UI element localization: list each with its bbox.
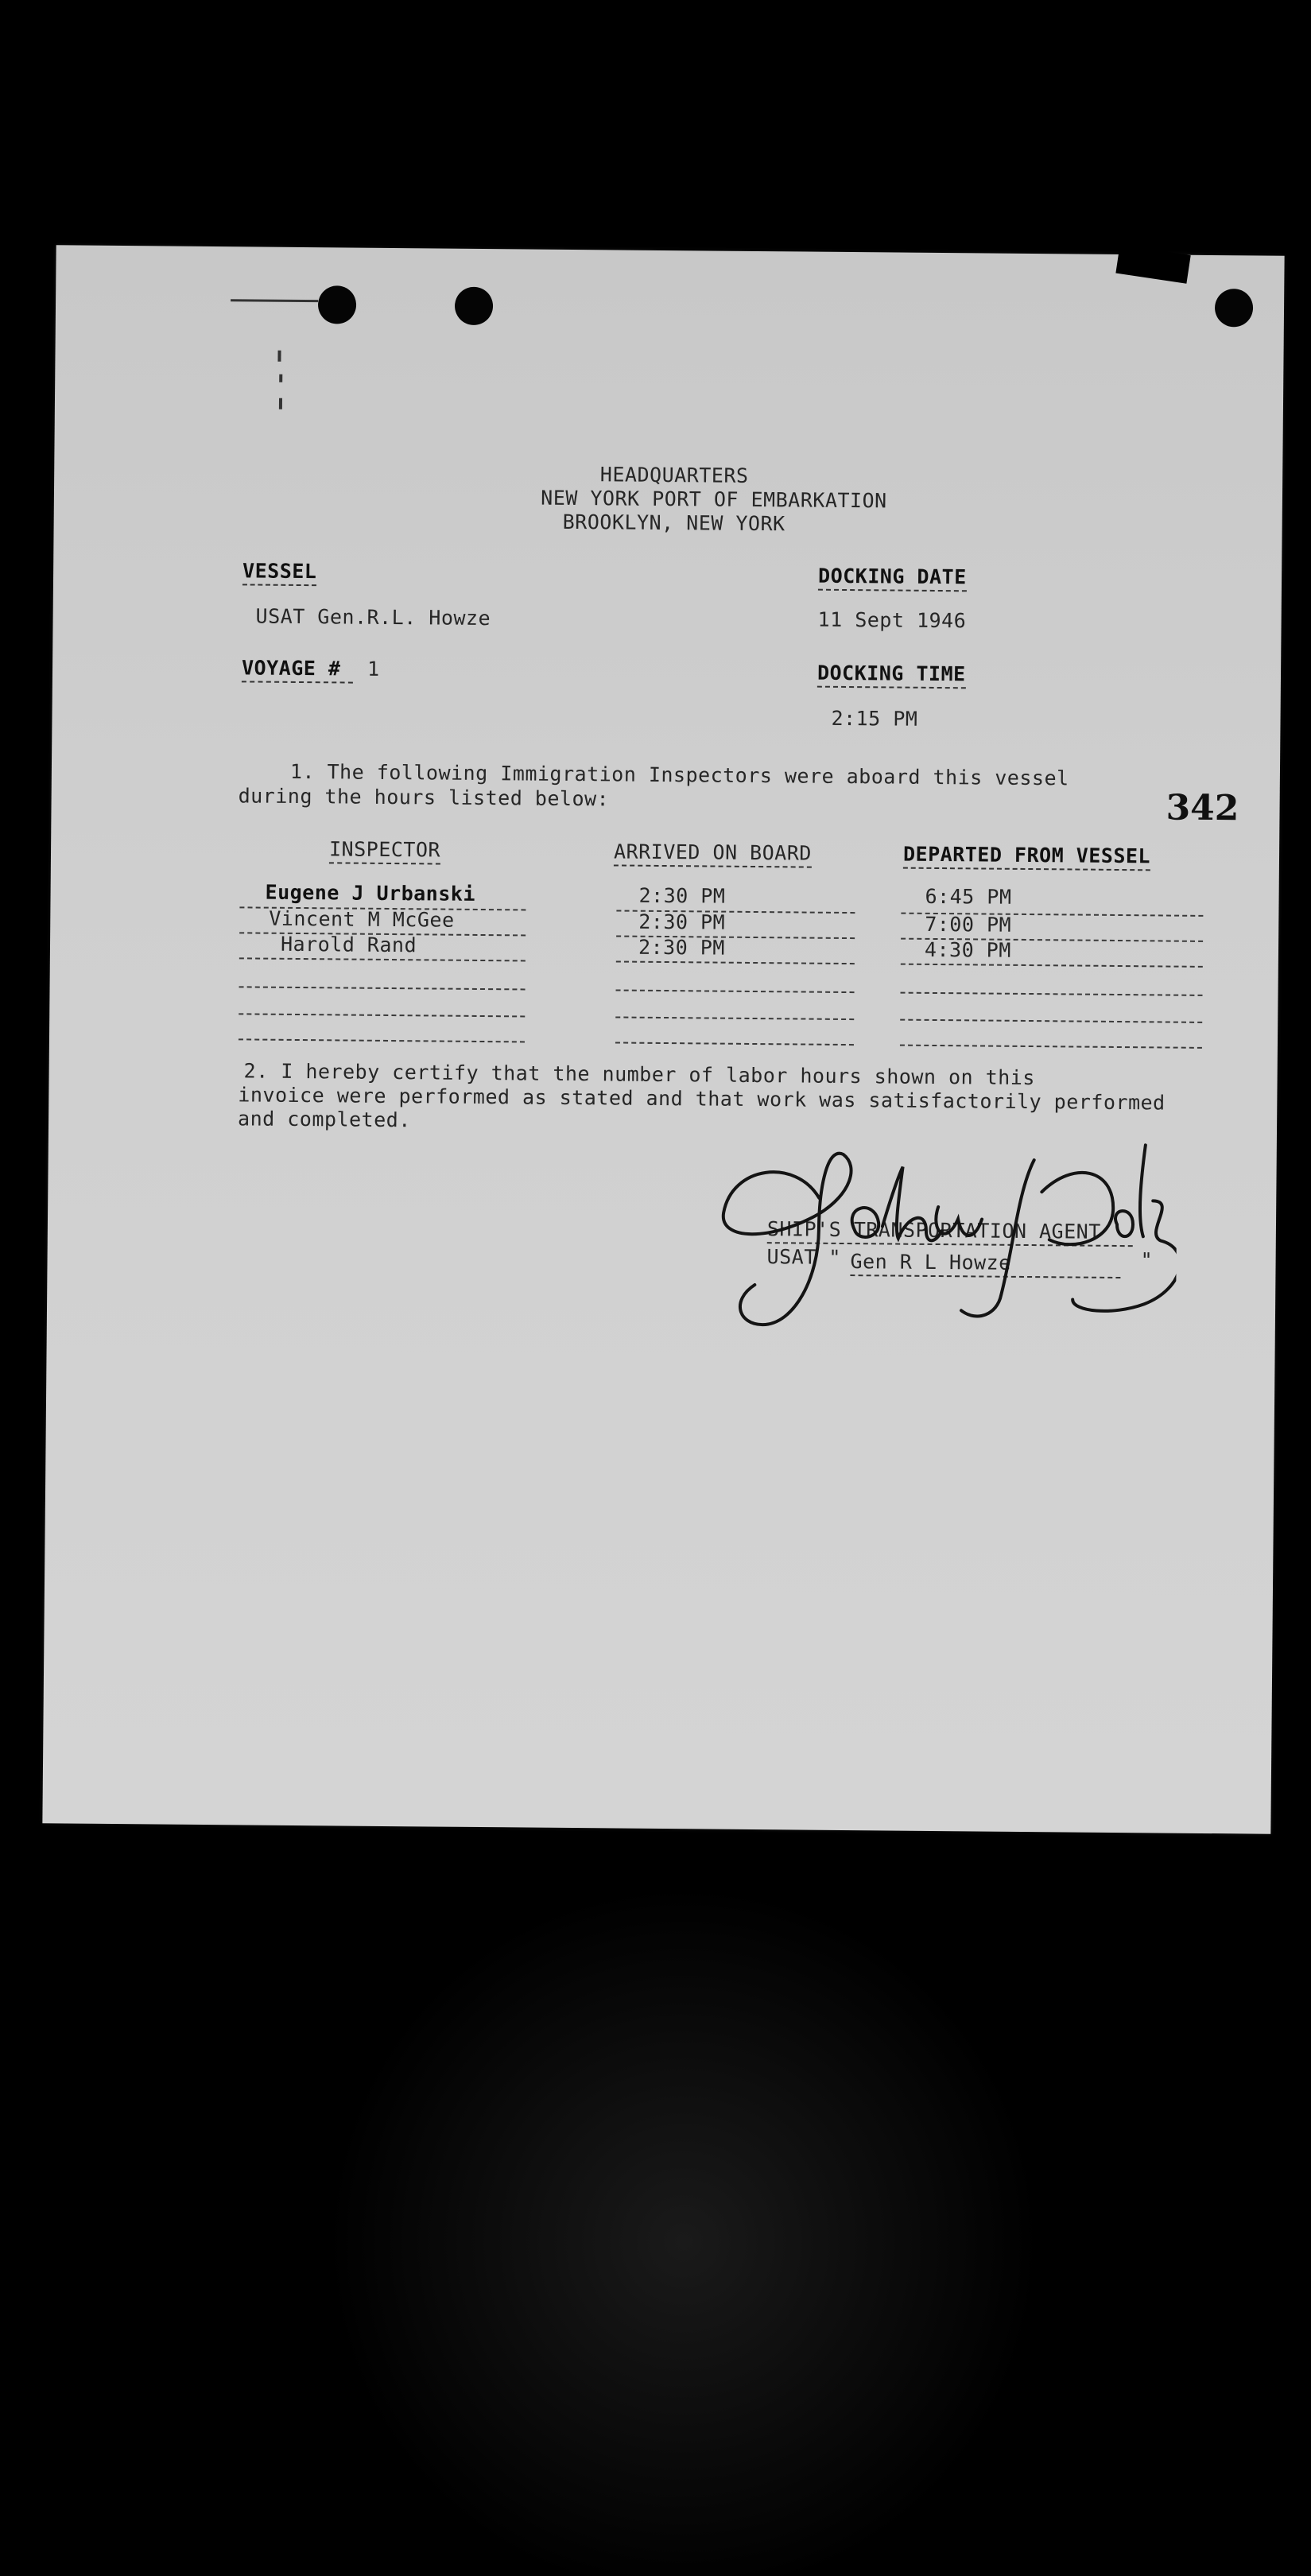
paragraph-1-line-1: 1. The following Immigration Inspectors were aboard this vessel	[289, 759, 1069, 790]
table-rule	[901, 992, 1203, 996]
document-page	[42, 245, 1284, 1833]
row-2-departed: 7:00 PM	[925, 912, 1012, 937]
voyage-value: 1	[367, 657, 380, 681]
docking-date-value: 11 Sept 1946	[817, 607, 967, 633]
row-2-arrived: 2:30 PM	[638, 910, 726, 934]
margin-dot-3	[279, 398, 282, 409]
column-header-inspector: INSPECTOR	[329, 837, 440, 864]
table-rule	[900, 1019, 1202, 1023]
margin-dot-2	[279, 374, 282, 382]
table-rule	[616, 960, 855, 964]
scan-background	[0, 1845, 1311, 2576]
table-rule	[239, 1038, 525, 1042]
table-rule	[239, 1013, 525, 1017]
table-rule	[616, 989, 855, 993]
margin-dot-1	[277, 351, 281, 362]
table-rule	[900, 1045, 1202, 1049]
paragraph-2-line-2: invoice were performed as stated and that work was satisfactorily performed	[238, 1083, 1166, 1115]
paragraph-2-line-3: and completed.	[237, 1107, 411, 1132]
row-1-departed: 6:45 PM	[925, 884, 1012, 909]
page-number: 342	[1166, 787, 1239, 829]
vessel-value: USAT Gen.R.L. Howze	[255, 604, 491, 630]
row-1-inspector: Eugene J Urbanski	[265, 880, 476, 906]
paragraph-1-line-2: during the hours listed below:	[238, 784, 610, 811]
margin-mark	[231, 299, 318, 302]
punch-hole-2	[455, 287, 493, 325]
torn-corner	[1115, 245, 1190, 284]
column-header-departed: DEPARTED FROM VESSEL	[903, 843, 1150, 871]
signature-close-quote: "	[1140, 1248, 1154, 1272]
handwritten-signature-icon	[699, 1109, 1177, 1336]
column-header-arrived: ARRIVED ON BOARD	[614, 840, 812, 867]
header-line-3: BROOKLYN, NEW YORK	[562, 510, 785, 536]
signature-title: SHIP'S TRANSPORTATION AGENT	[767, 1217, 1133, 1247]
row-3-arrived: 2:30 PM	[638, 935, 725, 960]
table-rule	[615, 1042, 854, 1046]
row-2-inspector: Vincent M McGee	[269, 906, 455, 932]
docking-time-value: 2:15 PM	[831, 706, 918, 731]
header-line-2: NEW YORK PORT OF EMBARKATION	[541, 486, 887, 513]
signature-usat: USAT "	[766, 1245, 842, 1269]
paragraph-2-line-1: 2. I hereby certify that the number of labor hours shown on this	[243, 1059, 1036, 1090]
voyage-label: VOYAGE #	[242, 656, 353, 683]
vessel-label: VESSEL	[242, 559, 317, 586]
table-rule	[901, 964, 1203, 968]
header-line-1: HEADQUARTERS	[599, 463, 749, 487]
docking-date-label: DOCKING DATE	[818, 564, 967, 592]
table-rule	[239, 986, 526, 990]
table-rule	[615, 1016, 854, 1020]
table-rule	[239, 957, 526, 961]
signature-vessel: Gen R L Howze	[850, 1250, 1120, 1278]
punch-hole-1	[318, 285, 356, 324]
row-1-arrived: 2:30 PM	[638, 883, 726, 908]
row-3-departed: 4:30 PM	[924, 937, 1011, 962]
docking-time-label: DOCKING TIME	[817, 661, 966, 689]
row-3-inspector: Harold Rand	[280, 932, 417, 957]
punch-hole-3	[1215, 289, 1253, 327]
